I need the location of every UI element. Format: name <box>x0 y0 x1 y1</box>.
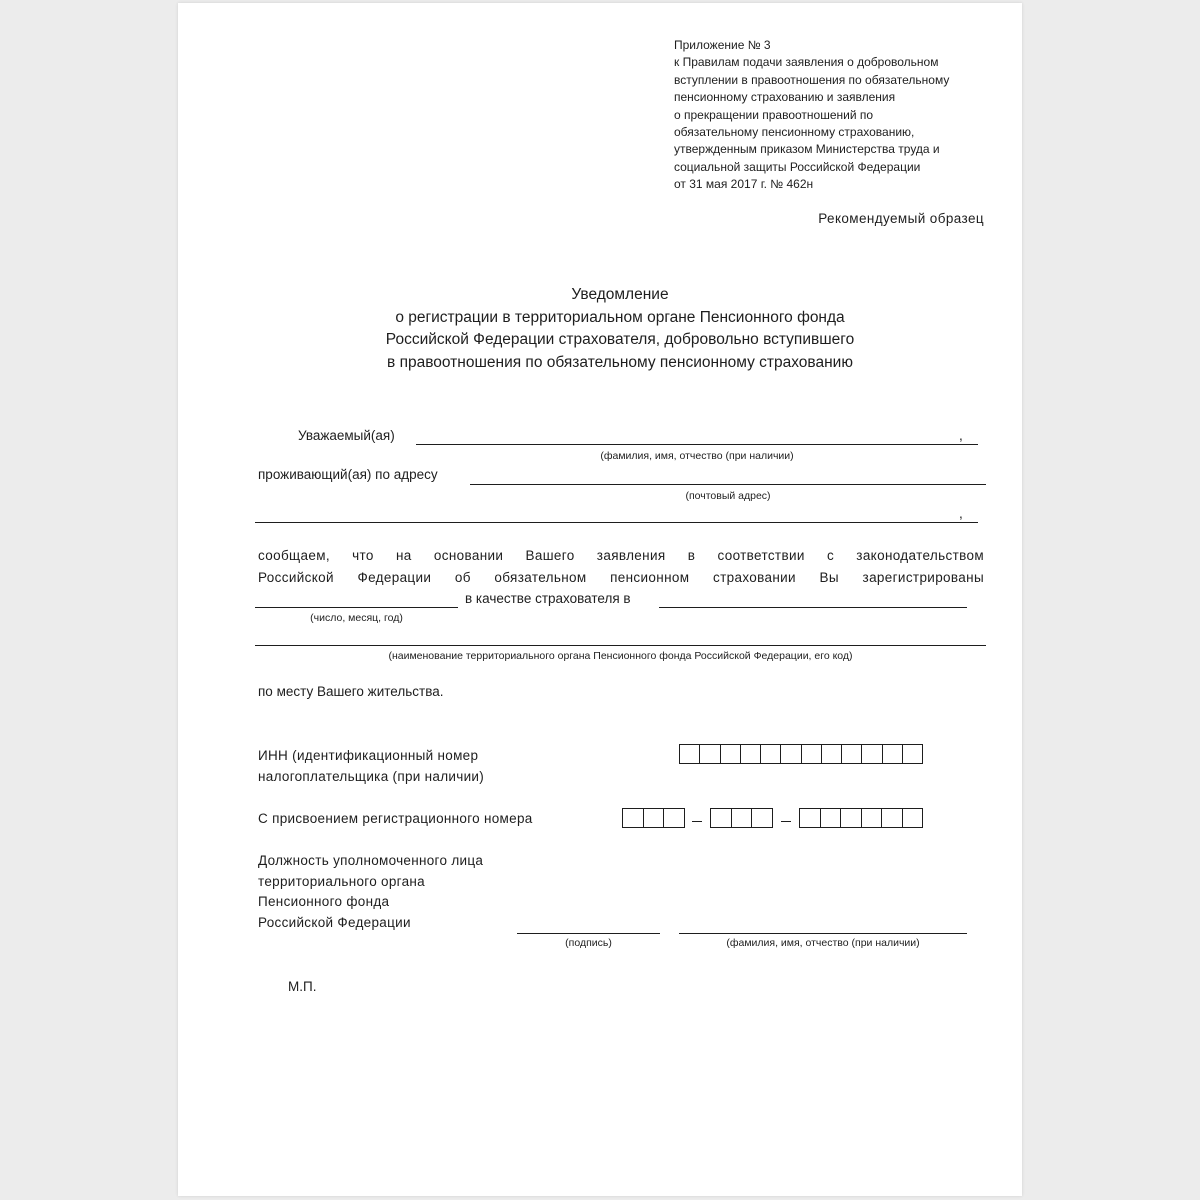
address-label: проживающий(ая) по адресу <box>258 467 438 482</box>
official-position-label <box>258 851 483 933</box>
signature-caption: (подпись) <box>565 937 612 949</box>
dash <box>781 821 791 822</box>
regnum-cell[interactable] <box>841 809 862 827</box>
regnum-cell[interactable] <box>821 809 842 827</box>
title-line: в правоотношения по обязательному пенсионному страхованию <box>387 353 853 371</box>
fio-caption: (фамилия, имя, отчество (при наличии) <box>600 450 794 462</box>
official-line: Пенсионного фонда <box>258 894 390 909</box>
inn-cell[interactable] <box>903 745 922 763</box>
date-field-line[interactable] <box>255 607 458 608</box>
regnum-label: С присвоением регистрационного номера <box>258 811 533 826</box>
notice-line: Российской Федерации об обязательном пенсионном страховании Вы зарегистрированы <box>258 569 984 585</box>
address-caption: (почтовый адрес) <box>685 490 771 502</box>
inn-cell[interactable] <box>822 745 842 763</box>
inn-cell[interactable] <box>741 745 761 763</box>
regnum-part-1[interactable] <box>622 808 685 828</box>
address-field-line-2[interactable] <box>255 522 978 523</box>
dash <box>692 821 702 822</box>
inn-cell[interactable] <box>781 745 801 763</box>
organ-field-line[interactable] <box>659 607 967 608</box>
comma: , <box>959 428 963 443</box>
regnum-cell[interactable] <box>644 809 665 827</box>
inn-input-cells[interactable] <box>679 744 923 764</box>
fio-field-line[interactable] <box>416 444 978 445</box>
appendix-note <box>674 37 994 194</box>
appendix-line: к Правилам подачи заявления о добровольном <box>674 55 939 70</box>
title-line: Уведомление <box>571 286 669 303</box>
official-fio-field-line[interactable] <box>679 933 967 934</box>
date-caption: (число, месяц, год) <box>310 612 403 624</box>
organ-caption: (наименование территориального органа Пенсионного фонда Российской Федерации, его код) <box>388 650 853 662</box>
regnum-cell[interactable] <box>862 809 883 827</box>
inn-label <box>258 746 484 787</box>
regnum-cell[interactable] <box>800 809 821 827</box>
appendix-line: утвержденным приказом Министерства труда и <box>674 142 940 157</box>
regnum-cell[interactable] <box>623 809 644 827</box>
comma: , <box>959 506 963 521</box>
inn-cell[interactable] <box>883 745 903 763</box>
inn-cell[interactable] <box>802 745 822 763</box>
appendix-line: обязательному пенсионному страхованию, <box>674 125 915 140</box>
official-line: территориального органа <box>258 873 425 889</box>
inn-cell[interactable] <box>842 745 862 763</box>
dear-label: Уважаемый(ая) <box>298 428 395 443</box>
regnum-cell[interactable] <box>732 809 753 827</box>
official-line: Должность уполномоченного лица <box>258 853 484 868</box>
document-title <box>278 284 962 374</box>
inn-cell[interactable] <box>680 745 700 763</box>
title-line: Российской Федерации страхователя, добровольно вступившего <box>385 331 855 348</box>
recommended-sample-label: Рекомендуемый образец <box>818 211 984 226</box>
regnum-cell[interactable] <box>711 809 732 827</box>
inn-cell[interactable] <box>700 745 720 763</box>
appendix-line: от 31 мая 2017 г. № 462н <box>674 177 814 192</box>
appendix-line: Приложение № 3 <box>674 38 771 52</box>
inn-label-line: налогоплательщика (при наличии) <box>258 768 485 784</box>
official-line: Российской Федерации <box>258 914 411 930</box>
address-field-line[interactable] <box>470 484 986 485</box>
official-fio-caption: (фамилия, имя, отчество (при наличии) <box>726 937 920 949</box>
regnum-cell[interactable] <box>903 809 923 827</box>
regnum-cell[interactable] <box>882 809 903 827</box>
inn-cell[interactable] <box>862 745 882 763</box>
stamp-place-label: М.П. <box>288 979 317 994</box>
as-insurer-label: в качестве страхователя в <box>465 591 631 606</box>
regnum-part-2[interactable] <box>710 808 773 828</box>
regnum-cell[interactable] <box>664 809 684 827</box>
organ-name-field-line[interactable] <box>255 645 986 646</box>
appendix-line: о прекращении правоотношений по <box>674 107 874 122</box>
regnum-part-3[interactable] <box>799 808 923 828</box>
title-line: о регистрации в территориальном органе Пенсионного фонда <box>395 308 845 326</box>
appendix-line: вступлении в правоотношения по обязательному <box>674 72 950 87</box>
appendix-line: пенсионному страхованию и заявления <box>674 90 896 105</box>
residence-text: по месту Вашего жительства. <box>258 684 444 699</box>
document-page <box>178 3 1022 1196</box>
regnum-cell[interactable] <box>752 809 772 827</box>
notice-paragraph <box>258 545 984 588</box>
inn-label-line: ИНН (идентификационный номер <box>258 748 479 763</box>
inn-cell[interactable] <box>761 745 781 763</box>
inn-cell[interactable] <box>721 745 741 763</box>
signature-field-line[interactable] <box>517 933 660 934</box>
appendix-line: социальной защиты Российской Федерации <box>674 159 921 174</box>
notice-line: сообщаем, что на основании Вашего заявления в соответствии с законодательством <box>258 548 984 563</box>
